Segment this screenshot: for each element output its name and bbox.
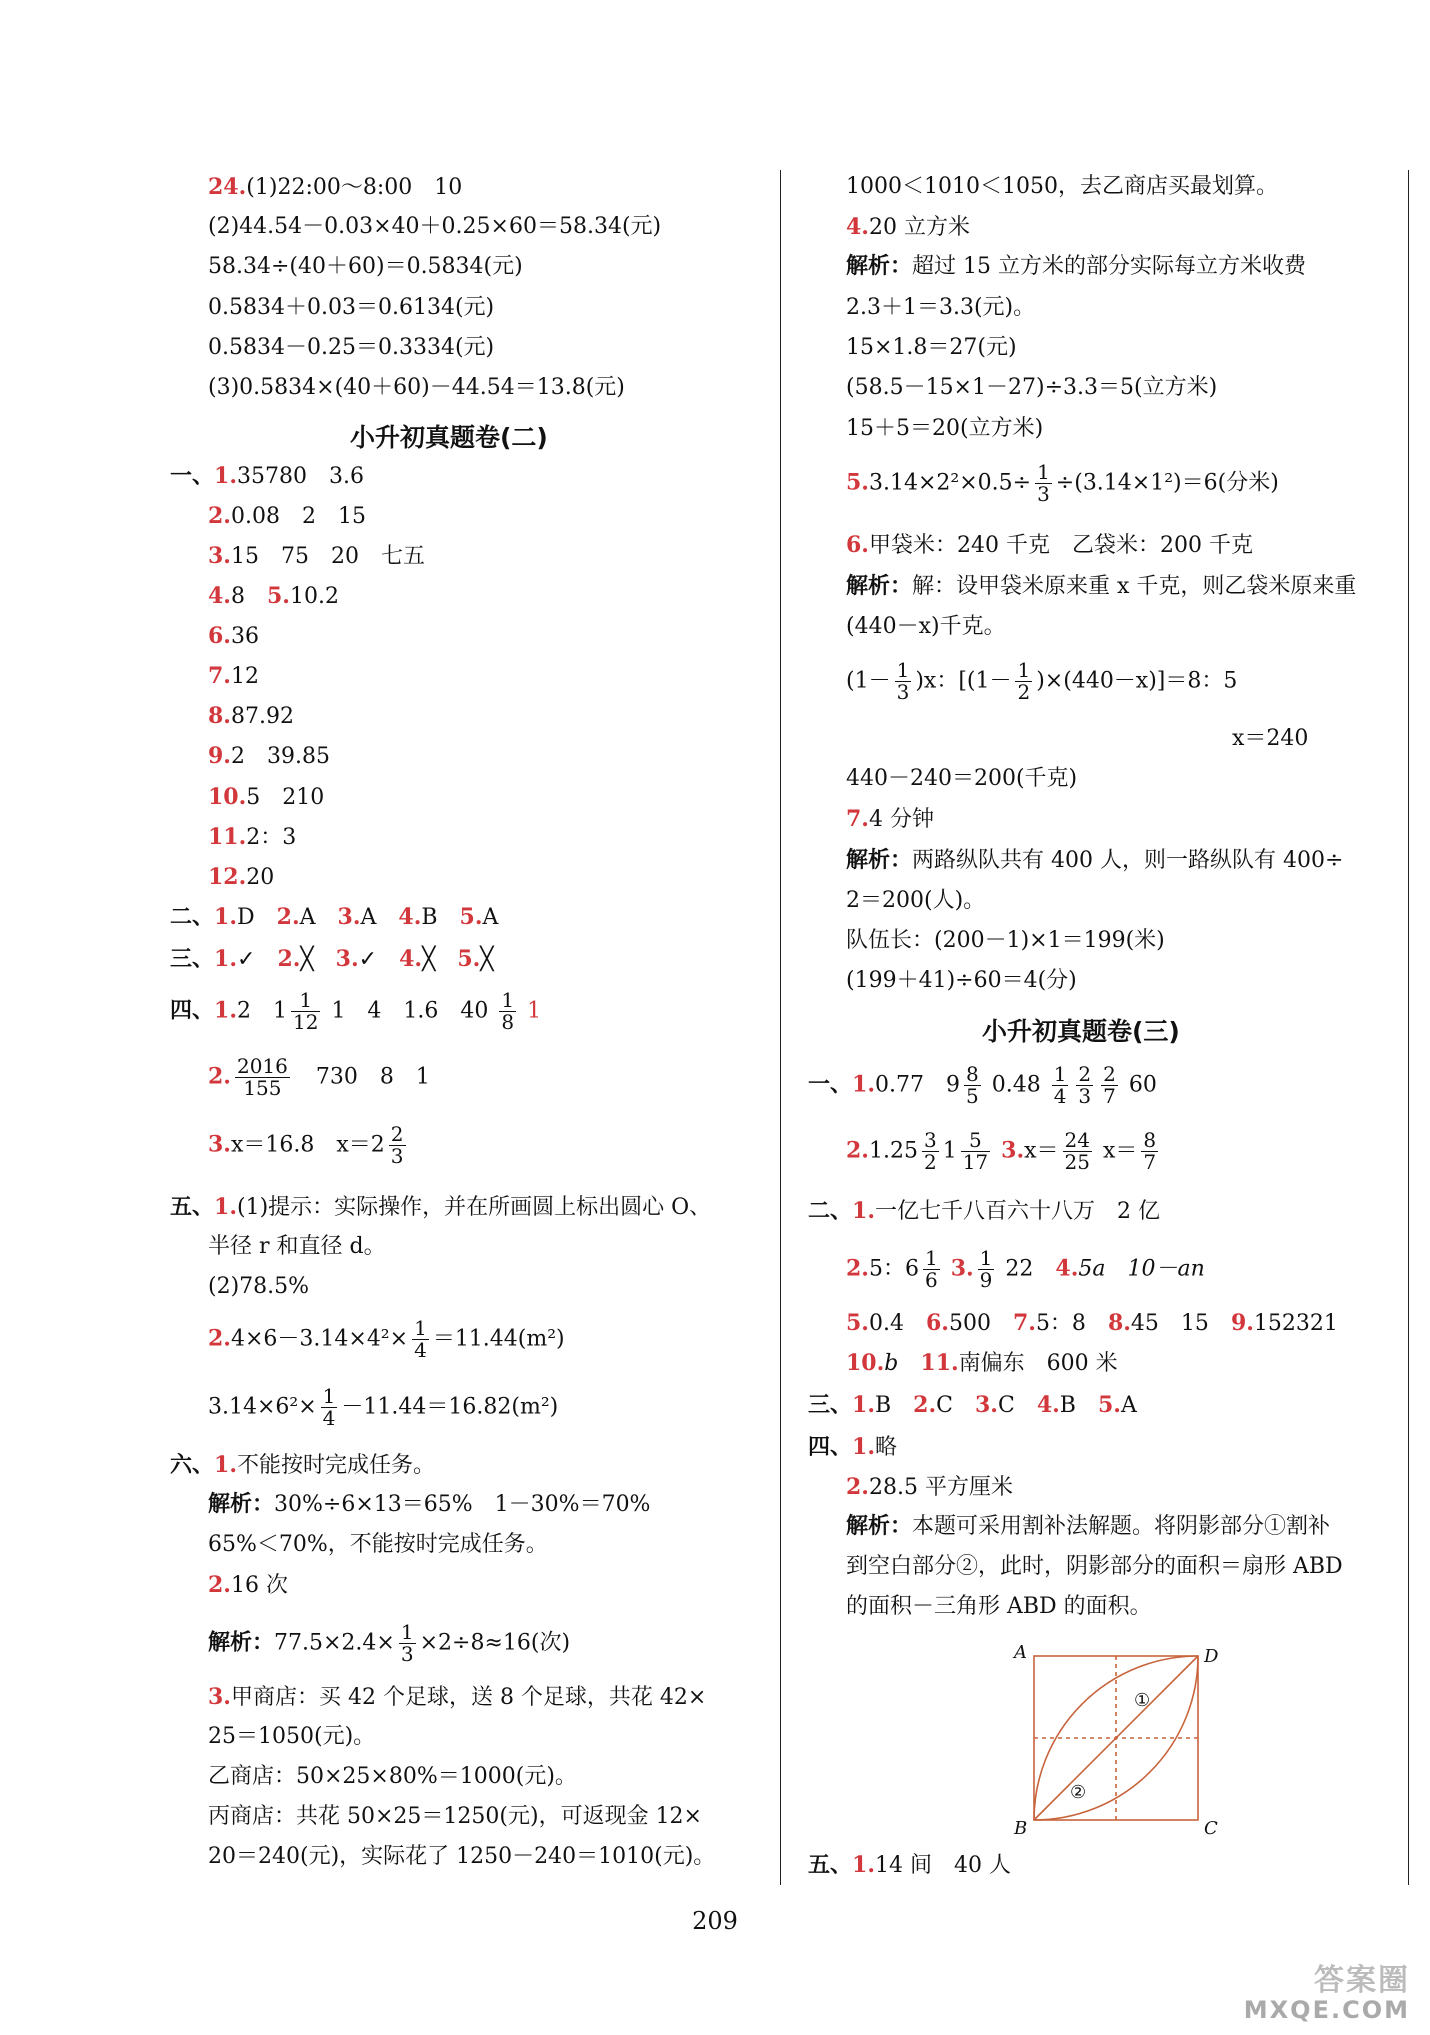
- label-a: A: [1014, 1642, 1027, 1663]
- answer-line: 8.87.92: [208, 703, 294, 729]
- answer-line: 的面积－三角形 ABD 的面积。: [846, 1594, 1152, 1619]
- fraction: $\frac{8}{7}$: [1143, 1128, 1157, 1174]
- fraction: $\frac{1}{3}$: [896, 658, 910, 704]
- answer-line: 4.8 5.10.2: [208, 583, 339, 609]
- fraction: $\frac{1}{4}$: [322, 1384, 336, 1430]
- answer-line: 解析：30%÷6×13＝65% 1－30%＝70%: [208, 1492, 651, 1517]
- answer-line: 5.0.4 6.500 7.5：8 8.45 15 9.152321: [846, 1310, 1338, 1336]
- answer-line: 二、1.D 2.A 3.A 4.B 5.A: [170, 904, 499, 930]
- fraction: $\frac{5}{17}$: [962, 1128, 989, 1174]
- answer-line: 队伍长：(200－1)×1＝199(米): [846, 928, 1165, 953]
- geometry-figure: [1010, 1638, 1230, 1838]
- answer-line: 2.16 次: [208, 1572, 288, 1598]
- answer-line: 58.34÷(40＋60)＝0.5834(元): [208, 254, 523, 279]
- answer-line: 25＝1050(元)。: [208, 1724, 376, 1749]
- fraction: $\frac{2016}{155}$: [236, 1054, 288, 1100]
- fraction: $\frac{24}{25}$: [1064, 1128, 1090, 1174]
- answer-line: 六、1.不能按时完成任务。: [170, 1452, 435, 1478]
- answer-line: 解析：解：设甲袋米原来重 x 千克，则乙袋米原来重: [846, 574, 1357, 599]
- answer-line: (440－x)千克。: [846, 614, 1006, 639]
- fraction: $\frac{1}{12}$: [292, 988, 319, 1034]
- answer-line: 10.5 210: [208, 784, 325, 810]
- answer-line: 9.2 39.85: [208, 743, 330, 769]
- answer-line: 2.1.25 $\frac{3}{2}$ 1 $\frac{5}{17}$ 3.x＝ $\frac{24}{25}$ x＝ $\frac{8}{7}$: [846, 1128, 1157, 1174]
- fraction: $\frac{2}{7}$: [1103, 1062, 1116, 1108]
- answer-line: 解析：超过 15 立方米的部分实际每立方米收费: [846, 254, 1306, 279]
- answer-line: 3.甲商店：买 42 个足球，送 8 个足球，共花 42×: [208, 1684, 707, 1710]
- answer-line: 1000＜1010＜1050，去乙商店买最划算。: [846, 174, 1278, 199]
- answer-line: 2. $\frac{2016}{155}$ 730 8 1: [208, 1054, 430, 1100]
- answer-line: 6.甲袋米：240 千克 乙袋米：200 千克: [846, 532, 1253, 558]
- fraction: $\frac{1}{8}$: [501, 988, 515, 1034]
- answer-line: 20＝240(元)，实际花了 1250－240＝1010(元)。: [208, 1844, 716, 1869]
- region-1-label: ①: [1134, 1690, 1151, 1711]
- answer-line: 四、1.2 1 $\frac{1}{12}$ 1 4 1.6 40 $\frac{1}{8}$ 1: [170, 988, 542, 1034]
- answer-line: 3.15 75 20 七五: [208, 543, 425, 569]
- answer-line: (199＋41)÷60＝4(分): [846, 968, 1077, 993]
- answer-line: 2.0.08 2 15: [208, 503, 366, 529]
- label-b: B: [1014, 1818, 1028, 1838]
- answer-line: x＝240: [1232, 726, 1309, 751]
- answer-line: 440－240＝200(千克): [846, 766, 1078, 791]
- fraction: $\frac{1}{3}$: [400, 1620, 414, 1666]
- answer-line: 6.36: [208, 623, 259, 649]
- answer-line: 2.3＋1＝3.3(元)。: [846, 295, 1036, 320]
- fraction: $\frac{1}{6}$: [924, 1246, 938, 1292]
- fraction: $\frac{1}{3}$: [1037, 460, 1050, 506]
- answer-line: (58.5－15×1－27)÷3.3＝5(立方米): [846, 375, 1218, 400]
- section-title: 小升初真题卷(三): [982, 1017, 1180, 1046]
- right-border: [1408, 170, 1409, 1885]
- answer-line: 5.3.14×2²×0.5÷ $\frac{1}{3}$ ÷(3.14×1²)＝6(分米): [846, 460, 1279, 506]
- answer-line: 2.5：6 $\frac{1}{6}$ 3. $\frac{1}{9}$ 22 4.5a 10－an: [846, 1246, 1205, 1292]
- answer-line: 7.12: [208, 663, 259, 689]
- fraction: $\frac{8}{5}$: [965, 1062, 979, 1108]
- answer-line: 半径 r 和直径 d。: [208, 1234, 386, 1259]
- answer-line: 2.4×6－3.14×4²× $\frac{1}{4}$ ＝11.44(m²): [208, 1316, 565, 1362]
- answer-line: 12.20: [208, 864, 275, 890]
- answer-line: 解析：77.5×2.4× $\frac{1}{3}$ ×2÷8≈16(次): [208, 1620, 571, 1666]
- answer-line: 15×1.8＝27(元): [846, 335, 1017, 360]
- column-divider: [780, 170, 781, 1885]
- region-2-label: ②: [1070, 1782, 1087, 1803]
- fraction: $\frac{1}{4}$: [414, 1316, 427, 1362]
- answer-line: 4.20 立方米: [846, 214, 970, 240]
- answer-line: 24.(1)22:00～8:00 10: [208, 174, 463, 200]
- answer-line: 2＝200(人)。: [846, 888, 986, 913]
- label-c: C: [1204, 1818, 1218, 1838]
- answer-line: (2)78.5%: [208, 1274, 310, 1299]
- fraction: $\frac{2}{3}$: [1078, 1062, 1092, 1108]
- page-number: 209: [692, 1907, 738, 1935]
- fraction: $\frac{3}{2}$: [923, 1128, 937, 1174]
- answer-line: 65%＜70%，不能按时完成任务。: [208, 1532, 548, 1557]
- answer-line: 11.2：3: [208, 824, 297, 850]
- answer-line: 三、1.B 2.C 3.C 4.B 5.A: [808, 1392, 1137, 1418]
- answer-line: 解析：两路纵队共有 400 人，则一路纵队有 400÷: [846, 848, 1344, 873]
- answer-line: 10.b 11.南偏东 600 米: [846, 1350, 1118, 1376]
- answer-line: 一、1.35780 3.6: [170, 463, 364, 489]
- answer-line: 一、1.0.77 9 $\frac{8}{5}$ 0.48 $\frac{1}{4}$ $\frac{2}{3}$ $\frac{2}{7}$ 60: [808, 1062, 1157, 1108]
- answer-line: 三、1.✓ 2.╳ 3.✓ 4.╳ 5.╳: [170, 946, 494, 972]
- answer-line: (1－ $\frac{1}{3}$ )x：[(1－ $\frac{1}{2}$ )×(440－x)]＝8：5: [846, 658, 1238, 704]
- fraction: $\frac{2}{3}$: [390, 1122, 404, 1168]
- answer-line: 五、1.14 间 40 人: [808, 1852, 1011, 1878]
- fraction: $\frac{1}{4}$: [1053, 1062, 1067, 1108]
- fraction: $\frac{1}{2}$: [1017, 658, 1031, 704]
- answer-line: 2.28.5 平方厘米: [846, 1474, 1013, 1500]
- answer-line: 0.5834－0.25＝0.3334(元): [208, 335, 495, 360]
- answer-line: 四、1.略: [808, 1434, 897, 1460]
- label-d: D: [1204, 1646, 1219, 1667]
- fraction: $\frac{1}{9}$: [979, 1246, 993, 1292]
- answer-line: (2)44.54－0.03×40＋0.25×60＝58.34(元): [208, 214, 662, 239]
- section-title: 小升初真题卷(二): [350, 423, 548, 452]
- answer-line: 五、1.(1)提示：实际操作，并在所画圆上标出圆心 O、: [170, 1194, 712, 1220]
- answer-line: (3)0.5834×(40＋60)－44.54＝13.8(元): [208, 375, 625, 400]
- answer-line: 解析：本题可采用割补法解题。将阴影部分①割补: [846, 1514, 1331, 1539]
- answer-line: 到空白部分②，此时，阴影部分的面积＝扇形 ABD: [846, 1554, 1343, 1579]
- answer-line: 3.x＝16.8 x＝2 $\frac{2}{3}$: [208, 1122, 404, 1168]
- answer-line: 乙商店：50×25×80%＝1000(元)。: [208, 1764, 577, 1789]
- answer-line: 丙商店：共花 50×25＝1250(元)，可返现金 12×: [208, 1804, 702, 1829]
- watermark-logo: 答案圈 MXQE.COM: [1243, 1962, 1410, 2024]
- answer-line: 7.4 分钟: [846, 806, 934, 832]
- answer-line: 0.5834＋0.03＝0.6134(元): [208, 295, 495, 320]
- answer-line: 3.14×6²× $\frac{1}{4}$ －11.44＝16.82(m²): [208, 1384, 559, 1430]
- answer-line: 二、1.一亿七千八百六十八万 2 亿: [808, 1198, 1160, 1224]
- answer-line: 15＋5＝20(立方米): [846, 416, 1044, 441]
